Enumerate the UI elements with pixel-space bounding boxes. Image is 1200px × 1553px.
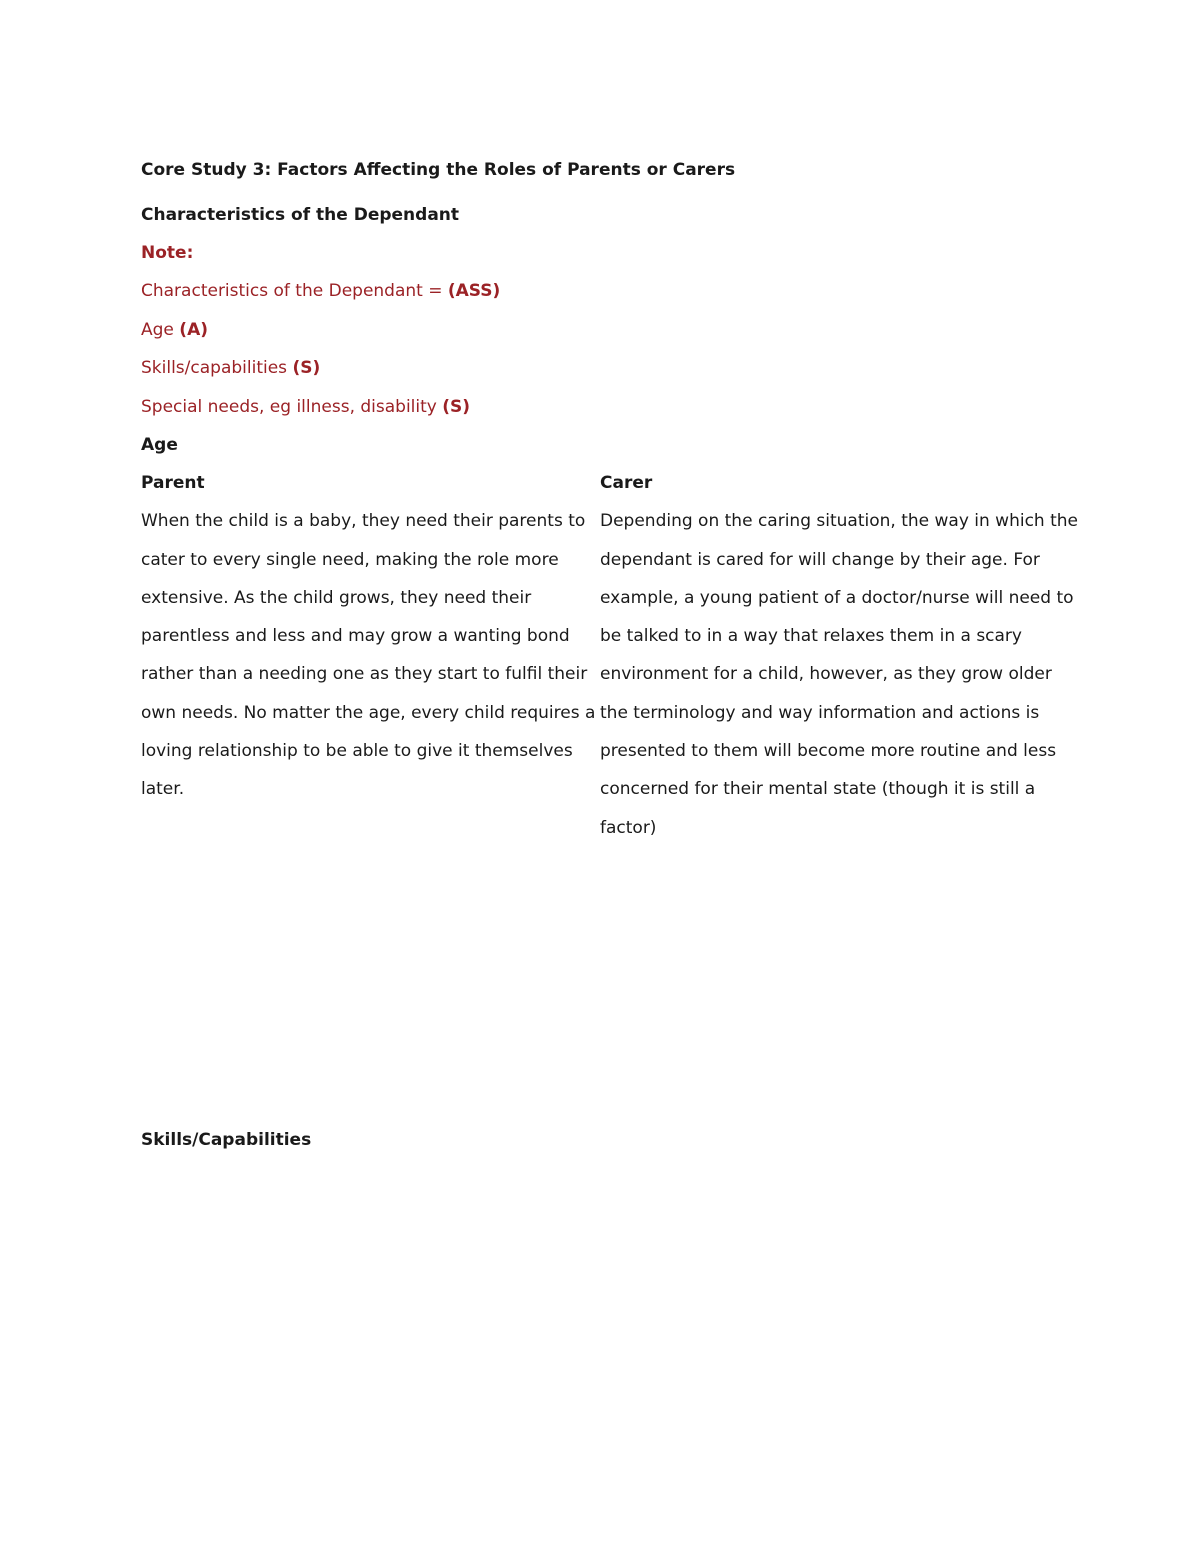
note-item-text: Skills/capabilities bbox=[141, 358, 293, 378]
parent-line: When the child is a baby, they need their parents to bbox=[141, 511, 586, 532]
carer-line: example, a young patient of a doctor/nurse will need to bbox=[600, 587, 1074, 608]
note-item-code: (S) bbox=[442, 397, 471, 417]
section-heading: Characteristics of the Dependant bbox=[141, 205, 460, 225]
carer-title: Carer bbox=[600, 473, 653, 493]
parent-line: loving relationship to be able to give it themselves bbox=[141, 741, 573, 762]
note-item-skills bbox=[141, 356, 320, 380]
note-summary bbox=[141, 279, 500, 303]
note-item-special-needs bbox=[141, 395, 470, 419]
carer-line: dependant is cared for will change by their age. For bbox=[600, 549, 1040, 570]
parent-line: extensive. As the child grows, they need their bbox=[141, 587, 532, 608]
parent-line: cater to every single need, making the role more bbox=[141, 549, 559, 570]
carer-line: Depending on the caring situation, the way in which the bbox=[600, 511, 1079, 532]
note-item-text: Age bbox=[141, 320, 180, 340]
carer-line: environment for a child, however, as they grow older bbox=[600, 664, 1052, 685]
parent-line: parentless and less and may grow a wanting bond bbox=[141, 626, 570, 647]
note-item-code: (S) bbox=[292, 358, 321, 378]
parent-paragraph bbox=[141, 502, 601, 808]
carer-column bbox=[600, 464, 1079, 847]
carer-line: the terminology and way information and actions is bbox=[600, 702, 1040, 723]
carer-line: factor) bbox=[600, 817, 657, 838]
note-item-text: Special needs, eg illness, disability bbox=[141, 397, 443, 417]
note-label: Note: bbox=[141, 243, 194, 263]
note-item-code: (A) bbox=[179, 320, 208, 340]
note-summary-text: Characteristics of the Dependant = bbox=[141, 281, 448, 301]
parent-line: later. bbox=[141, 779, 185, 800]
note-summary-code: (ASS) bbox=[447, 281, 501, 301]
age-heading: Age bbox=[141, 435, 178, 455]
note-item-age bbox=[141, 318, 208, 342]
carer-line: presented to them will become more routine and less bbox=[600, 741, 1057, 762]
parent-line: rather than a needing one as they start to fulfil their bbox=[141, 664, 588, 685]
parent-column bbox=[141, 464, 601, 809]
parent-line: own needs. No matter the age, every child requires a bbox=[141, 702, 596, 723]
carer-line: concerned for their mental state (though it is still a bbox=[600, 779, 1036, 800]
parent-title: Parent bbox=[141, 473, 205, 493]
document-title: Core Study 3: Factors Affecting the Roles of Parents or Carers bbox=[141, 160, 736, 180]
carer-paragraph bbox=[600, 502, 1079, 847]
carer-line: be talked to in a way that relaxes them in a scary bbox=[600, 626, 1022, 647]
skills-heading: Skills/Capabilities bbox=[141, 1130, 312, 1150]
